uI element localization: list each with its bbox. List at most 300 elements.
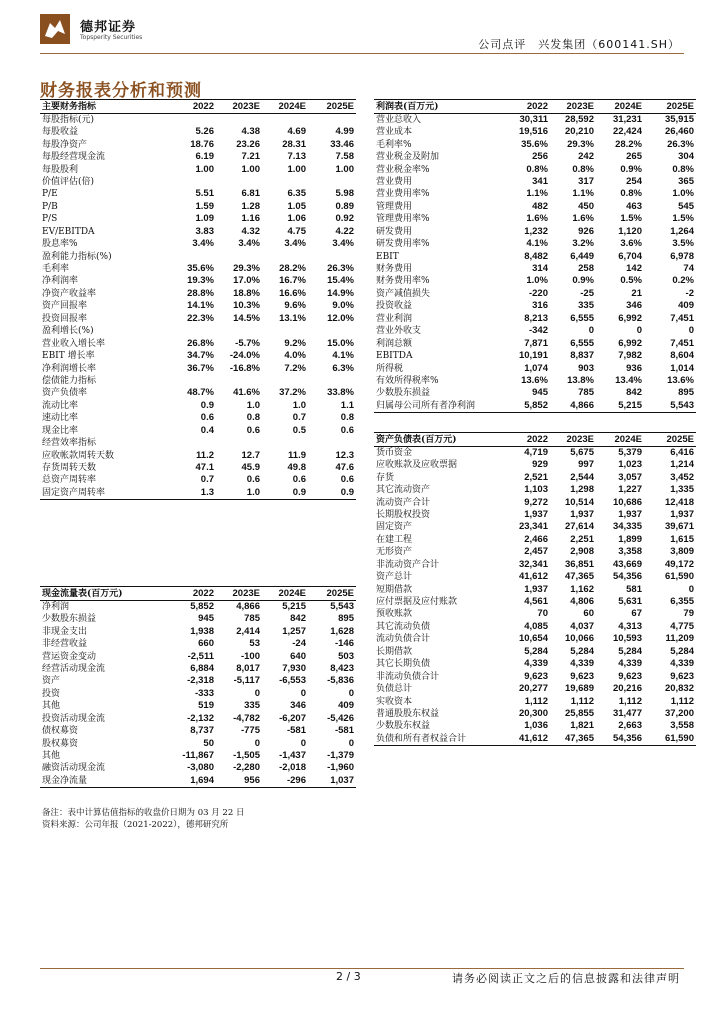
- table-row: [374, 559, 696, 571]
- cell-value: [170, 176, 216, 188]
- cell-value: 35.6%: [521, 138, 548, 150]
- cell-value: -2,018: [279, 762, 306, 774]
- cell-value: -1,437: [279, 750, 306, 762]
- table-row: [374, 683, 696, 695]
- cell-value: [170, 325, 216, 337]
- cell-value: 19,689: [564, 683, 594, 695]
- cell-value: 2,521: [524, 471, 548, 483]
- row-label: 营业成本: [376, 127, 413, 138]
- cell-value: 3.6%: [620, 238, 642, 250]
- cell-value: -25: [580, 287, 594, 299]
- row-label: 管理费用: [376, 201, 413, 212]
- cell-value: 4,866: [236, 601, 260, 612]
- cell-value: 1,821: [570, 720, 594, 732]
- cell-value: 842: [626, 387, 642, 399]
- cell-value: 19.3%: [187, 275, 214, 287]
- cell-value: 660: [198, 638, 214, 650]
- cell-value: 0.9%: [572, 275, 594, 287]
- cell-value: 8,213: [524, 312, 548, 324]
- year-header: 2023E: [216, 587, 262, 601]
- cell-value: 0: [300, 687, 306, 699]
- cell-value: 2,414: [236, 625, 260, 637]
- table-row: [374, 708, 696, 720]
- cell-value: 903: [578, 362, 594, 374]
- cell-value: 1,120: [618, 225, 642, 237]
- row-label: 营业费用: [376, 176, 413, 187]
- cell-value: 1,112: [524, 695, 548, 707]
- cell-value: 2,251: [570, 533, 594, 545]
- note-valuation-date: 备注：表中计算估值指标的收盘价日期为 03 月 22 日: [42, 808, 245, 818]
- cell-value: 26.3%: [667, 138, 694, 150]
- row-label: 财务费用: [376, 264, 413, 275]
- cell-value: 10,654: [518, 633, 548, 645]
- cell-value: 1.1%: [572, 188, 594, 200]
- table-row: [374, 596, 696, 608]
- cell-value: 895: [678, 387, 694, 399]
- year-header: 2025E: [644, 433, 696, 447]
- cell-value: 3.2%: [572, 238, 594, 250]
- cell-value: 6,978: [670, 250, 694, 262]
- cell-value: [308, 176, 356, 188]
- table-row: [374, 362, 696, 374]
- row-label: 管理费用率%: [376, 214, 430, 225]
- cell-value: 254: [626, 175, 642, 187]
- table-row: [40, 625, 356, 637]
- table-header-row: [40, 587, 356, 601]
- cell-value: 0.5: [292, 424, 306, 436]
- cell-value: 1,937: [670, 508, 694, 520]
- cell-value: 11.9: [288, 449, 306, 461]
- cell-value: 1,628: [330, 625, 354, 637]
- cell-value: 1.1: [340, 399, 354, 411]
- table-row: [374, 288, 696, 300]
- row-label: 净利润率: [42, 276, 79, 287]
- cell-value: 79: [683, 608, 694, 620]
- row-label: 存货周转天数: [42, 463, 97, 474]
- cell-value: -581: [286, 725, 306, 737]
- cell-value: -1,960: [327, 762, 354, 774]
- cell-value: 37.2%: [279, 387, 306, 399]
- cell-value: 28,592: [564, 114, 594, 125]
- cell-value: 41,612: [504, 733, 550, 746]
- cell-value: 4.1%: [526, 238, 548, 250]
- row-label: 投资收益: [376, 301, 413, 312]
- cell-value: 316: [532, 300, 548, 312]
- cell-value: 0.6: [340, 424, 354, 436]
- cell-value: 1.59: [195, 200, 214, 212]
- row-label: 营业总收入: [376, 115, 422, 125]
- cell-value: 48.7%: [187, 387, 214, 399]
- cell-value: 20,216: [612, 683, 642, 695]
- cell-value: 945: [198, 613, 214, 625]
- cell-value: 12.7: [241, 449, 260, 461]
- cell-value: 1,037: [308, 775, 356, 788]
- row-label: 盈利增长(%): [42, 326, 94, 337]
- table-row: [40, 387, 356, 399]
- year-header: 2022: [170, 100, 216, 114]
- cell-value: 3.4%: [238, 238, 260, 250]
- cell-value: 5,284: [618, 645, 642, 657]
- cell-value: -5,426: [327, 712, 354, 724]
- table-row: [40, 275, 356, 287]
- cell-value: 1.06: [287, 213, 306, 225]
- cell-value: 25,855: [564, 707, 594, 719]
- table-row: [374, 163, 696, 175]
- company-logo: [40, 14, 180, 48]
- row-label: 债权募资: [42, 726, 79, 737]
- cell-value: 0: [300, 737, 306, 749]
- table-row: [40, 250, 356, 262]
- cell-value: 1,937: [570, 508, 594, 520]
- table-row: [374, 521, 696, 533]
- table-row: [374, 733, 696, 746]
- table-row: [40, 337, 356, 349]
- cell-value: [308, 325, 356, 337]
- cell-value: 3.4%: [192, 238, 214, 250]
- table-row: [40, 700, 356, 712]
- cell-value: 10,593: [612, 633, 642, 645]
- cell-value: 20,300: [518, 707, 548, 719]
- table-row: [40, 288, 356, 300]
- cell-value: 7,930: [282, 662, 306, 674]
- cell-value: 9,623: [618, 670, 642, 682]
- cell-value: 33.46: [330, 138, 354, 150]
- cell-value: 6,884: [190, 662, 214, 674]
- cell-value: 842: [290, 613, 306, 625]
- cell-value: 503: [338, 650, 354, 662]
- cell-value: 6,992: [618, 337, 642, 349]
- table-row: [40, 601, 356, 614]
- cell-value: -1,379: [327, 750, 354, 762]
- table-row: [374, 226, 696, 238]
- cell-value: 0.6: [292, 474, 306, 486]
- cell-value: 0.6: [200, 412, 214, 424]
- cell-value: 242: [578, 151, 594, 163]
- page-number: 2 / 3: [336, 970, 361, 983]
- year-header: 2024E: [262, 100, 308, 114]
- cell-value: 5,631: [618, 596, 642, 608]
- report-header: 公司点评 兴发集团（600141.SH）: [478, 38, 680, 51]
- row-label: 应收帐款周转天数: [42, 450, 115, 461]
- row-label: 负债总计: [376, 684, 413, 695]
- cell-value: 1.0: [216, 487, 262, 500]
- cell-value: 256: [532, 151, 548, 163]
- cell-value: 28.31: [282, 138, 306, 150]
- cell-value: 4.38: [241, 126, 260, 138]
- cell-value: 0.6: [340, 474, 354, 486]
- table-row: [40, 400, 356, 412]
- table-title: 利润表(百万元): [374, 100, 504, 114]
- table-row: [40, 375, 356, 387]
- row-label: 其他: [42, 751, 61, 762]
- cell-value: 6.19: [195, 151, 214, 163]
- cell-value: 4.99: [335, 126, 354, 138]
- cell-value: 3.4%: [284, 238, 306, 250]
- cell-value: 8,604: [670, 350, 694, 362]
- table-row: [374, 658, 696, 670]
- cell-value: 1,074: [524, 362, 548, 374]
- table-row: [40, 688, 356, 700]
- cell-value: 1.00: [241, 163, 260, 175]
- cell-value: 1.00: [287, 163, 306, 175]
- table-row: [40, 263, 356, 275]
- table-row: [40, 425, 356, 437]
- cell-value: 0.9: [308, 487, 356, 500]
- row-label: 盈利能力指标(%): [42, 251, 112, 262]
- cell-value: 0.8%: [672, 163, 694, 175]
- cell-value: 785: [244, 613, 260, 625]
- cell-value: 895: [338, 613, 354, 625]
- table-row: [40, 188, 356, 200]
- row-label: 研发费用率%: [376, 239, 430, 250]
- cell-value: 9,623: [570, 670, 594, 682]
- cell-value: 450: [578, 200, 594, 212]
- table-row: [40, 650, 356, 662]
- table-row: [374, 400, 696, 413]
- row-label: 经营活动现金流: [42, 663, 106, 674]
- row-label: 资产总计: [376, 572, 413, 583]
- cell-value: 6,555: [570, 337, 594, 349]
- cell-value: 5,215: [282, 601, 306, 612]
- logo-text-en: Topsperity Securities: [80, 34, 143, 41]
- cell-value: 29.3%: [233, 263, 260, 275]
- cell-value: [170, 250, 216, 262]
- cell-value: 335: [244, 700, 260, 712]
- cell-value: 11,209: [665, 633, 694, 645]
- cell-value: 482: [532, 200, 548, 212]
- cell-value: 4,339: [570, 658, 594, 670]
- row-label: 研发费用: [376, 226, 413, 237]
- cell-value: -3,080: [187, 762, 214, 774]
- table-row: [374, 213, 696, 225]
- cell-value: 1,615: [670, 533, 694, 545]
- cell-value: -6,553: [279, 675, 306, 687]
- cell-value: 12.0%: [327, 312, 354, 324]
- row-label: 归属母公司所有者净利润: [374, 400, 504, 413]
- page-title: 财务报表分析和预测: [40, 81, 202, 101]
- cell-value: 50: [203, 737, 214, 749]
- table-row: [40, 350, 356, 362]
- cell-value: 1.3: [170, 487, 216, 500]
- cell-value: 14.9%: [327, 287, 354, 299]
- row-label: EBITDA: [376, 351, 413, 362]
- cell-value: [216, 375, 262, 387]
- footer-divider: [40, 968, 684, 969]
- cell-value: 1,899: [618, 533, 642, 545]
- table-row: [40, 213, 356, 225]
- income-statement-table: [374, 99, 696, 413]
- year-header: 2025E: [308, 587, 356, 601]
- table-row: [40, 737, 356, 749]
- cell-value: 4,339: [670, 658, 694, 670]
- cell-value: 1,937: [618, 508, 642, 520]
- cell-value: 4,806: [570, 596, 594, 608]
- table-row: [40, 474, 356, 486]
- logo-mark-icon: [40, 14, 70, 44]
- cell-value: 13.8%: [567, 374, 594, 386]
- cell-value: 30,311: [519, 114, 548, 125]
- cell-value: 265: [626, 151, 642, 163]
- table-row: [374, 720, 696, 732]
- cell-value: 1.16: [241, 213, 260, 225]
- row-label: EBIT 增长率: [42, 351, 95, 362]
- cell-value: 32,341: [518, 558, 548, 570]
- cell-value: 1,112: [670, 695, 694, 707]
- cell-value: 34.7%: [187, 350, 214, 362]
- row-label: EV/EBITDA: [42, 226, 95, 237]
- table-row: [40, 300, 356, 312]
- row-label: 其它长期负债: [376, 659, 431, 670]
- disclaimer: 请务必阅读正文之后的信息披露和法律声明: [452, 972, 680, 985]
- year-header: 2022: [504, 100, 550, 114]
- cell-value: 74: [683, 263, 694, 275]
- cell-value: 4.22: [335, 225, 354, 237]
- table-row: [374, 238, 696, 250]
- cell-value: 0: [636, 325, 642, 337]
- year-header: 2024E: [262, 587, 308, 601]
- cell-value: 10.3%: [233, 300, 260, 312]
- cell-value: 47,365: [564, 571, 594, 583]
- cell-value: 7.58: [335, 151, 354, 163]
- cell-value: 0: [254, 687, 260, 699]
- cell-value: -775: [240, 725, 260, 737]
- cell-value: 1,694: [170, 775, 216, 788]
- table-row: [40, 201, 356, 213]
- row-label: 流动比率: [42, 400, 79, 411]
- row-label: 非流动负债合计: [376, 671, 440, 682]
- row-label: 货币资金: [376, 448, 413, 458]
- row-label: 普通股股东权益: [376, 708, 440, 719]
- row-label: 股息率%: [42, 239, 78, 250]
- row-label: 非现金支出: [42, 626, 88, 637]
- table-row: [374, 459, 696, 471]
- cell-value: 0.7: [200, 474, 214, 486]
- cell-value: 10,191: [518, 350, 548, 362]
- cell-value: [170, 114, 216, 127]
- cell-value: 5,379: [618, 447, 642, 458]
- cell-value: 1.00: [335, 163, 354, 175]
- cell-value: 4.0%: [284, 350, 306, 362]
- cell-value: 0.9: [200, 399, 214, 411]
- cell-value: 936: [626, 362, 642, 374]
- table-row: [40, 412, 356, 424]
- table-row: [374, 509, 696, 521]
- cell-value: 41.6%: [233, 387, 260, 399]
- row-label: 毛利率: [42, 264, 70, 275]
- table-row: [374, 126, 696, 138]
- year-header: 2022: [170, 587, 216, 601]
- cell-value: [170, 375, 216, 387]
- table-row: [40, 663, 356, 675]
- cell-value: 13.6%: [667, 374, 694, 386]
- cell-value: 13.4%: [615, 374, 642, 386]
- table-row: [374, 471, 696, 483]
- cell-value: 22,424: [612, 126, 642, 138]
- cell-value: 28.2%: [279, 263, 306, 275]
- cell-value: 1.28: [241, 200, 260, 212]
- cell-value: 67: [631, 608, 642, 620]
- cell-value: 346: [626, 300, 642, 312]
- cell-value: 4,775: [670, 620, 694, 632]
- cell-value: 8,837: [570, 350, 594, 362]
- cell-value: 26.8%: [187, 337, 214, 349]
- cell-value: 37,200: [664, 707, 694, 719]
- table-row: [374, 188, 696, 200]
- cell-value: 47.1: [195, 462, 214, 474]
- cell-value: 545: [678, 200, 694, 212]
- cell-value: 49,172: [664, 558, 694, 570]
- row-label: 投资活动现金流: [42, 713, 106, 724]
- cell-value: 7.13: [287, 151, 306, 163]
- cell-value: -4,782: [233, 712, 260, 724]
- cell-value: 7.2%: [284, 362, 306, 374]
- table-row: [374, 114, 696, 127]
- cell-value: 35.6%: [187, 263, 214, 275]
- cell-value: 8,423: [330, 662, 354, 674]
- cell-value: -342: [528, 325, 548, 337]
- table-row: [374, 375, 696, 387]
- cell-value: 13.1%: [279, 312, 306, 324]
- cell-value: 304: [678, 151, 694, 163]
- cell-value: 5,852: [504, 400, 550, 413]
- cell-value: [216, 114, 262, 127]
- cell-value: 5,284: [524, 645, 548, 657]
- cell-value: 31,477: [612, 707, 642, 719]
- cell-value: 49.8: [287, 462, 306, 474]
- year-header: 2022: [504, 433, 550, 447]
- cell-value: 23.26: [236, 138, 260, 150]
- cell-value: [308, 250, 356, 262]
- table-header-row: [40, 100, 356, 114]
- cell-value: 21: [631, 287, 642, 299]
- cell-value: [308, 375, 356, 387]
- table-row: [40, 775, 356, 788]
- cell-value: 317: [578, 175, 594, 187]
- cell-value: 5.98: [335, 188, 354, 200]
- cell-value: 0.8%: [526, 163, 548, 175]
- cell-value: 3,358: [618, 546, 642, 558]
- cell-value: 1,937: [524, 583, 548, 595]
- row-label: 投资: [42, 688, 61, 699]
- row-label: 毛利率%: [376, 139, 412, 150]
- row-label: 资产减值损失: [376, 288, 431, 299]
- cell-value: 1,103: [524, 484, 548, 496]
- table-row: [374, 646, 696, 658]
- cell-value: [216, 176, 262, 188]
- cell-value: 53: [249, 638, 260, 650]
- table-row: [40, 449, 356, 461]
- cell-value: 997: [578, 459, 594, 471]
- cell-value: 0.9: [262, 487, 308, 500]
- cell-value: 1.0%: [672, 188, 694, 200]
- row-label: 营业收入增长率: [42, 338, 106, 349]
- cell-value: -220: [528, 287, 548, 299]
- cell-value: [170, 437, 216, 449]
- cell-value: 6.35: [287, 188, 306, 200]
- cell-value: 5,543: [644, 400, 696, 413]
- table-row: [40, 437, 356, 449]
- cell-value: 26.3%: [327, 263, 354, 275]
- cell-value: -146: [334, 638, 354, 650]
- cell-value: 17.0%: [233, 275, 260, 287]
- row-label: 速动比率: [42, 413, 79, 424]
- row-label: 每股净资产: [42, 139, 88, 150]
- cell-value: 45.9: [241, 462, 260, 474]
- cell-value: 70: [537, 608, 548, 620]
- row-label: 每股经营现金流: [42, 152, 106, 163]
- cell-value: 1.1%: [526, 188, 548, 200]
- cell-value: 5.51: [195, 188, 214, 200]
